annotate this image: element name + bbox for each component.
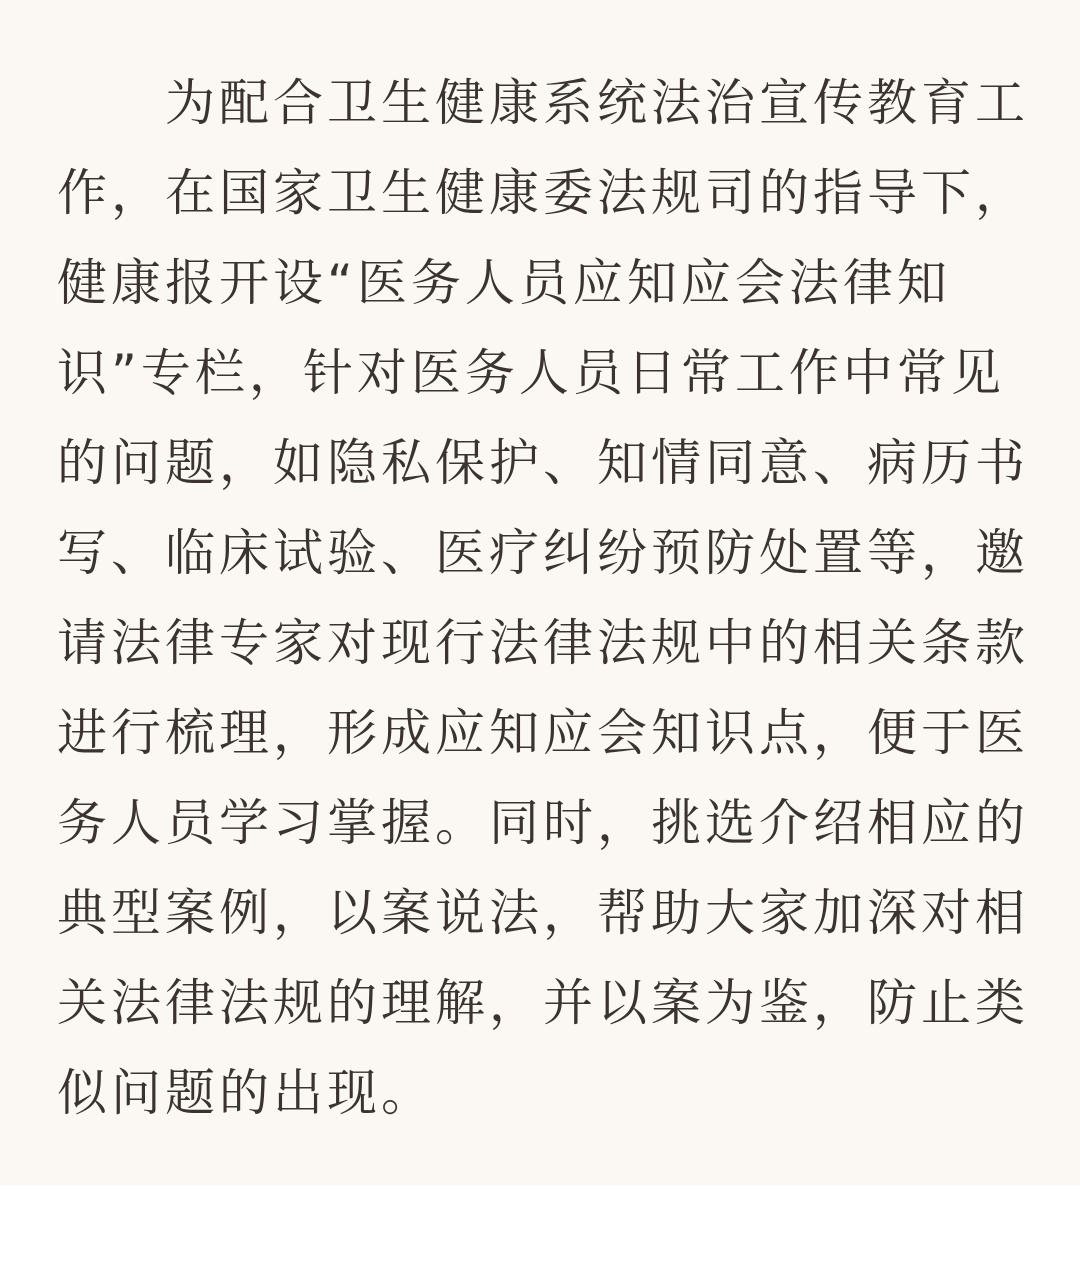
article-paragraph: [57, 58, 1029, 1138]
paragraph-line: 请法律专家对现行法律法规中的相关条款: [57, 614, 1029, 672]
paragraph-line: 典型案例，以案说法，帮助大家加深对相: [57, 884, 1029, 942]
paragraph-line: 作，在国家卫生健康委法规司的指导下，: [57, 164, 1029, 222]
paragraph-line: 识”专栏，针对医务人员日常工作中常见: [57, 344, 1005, 402]
paragraph-line: 健康报开设“医务人员应知应会法律知: [57, 254, 951, 312]
paragraph-line: 的问题，如隐私保护、知情同意、病历书: [57, 434, 1029, 492]
paragraph-line: 写、临床试验、医疗纠纷预防处置等，邀: [57, 524, 1029, 582]
paragraph-line: 进行梳理，形成应知应会知识点，便于医: [57, 704, 1029, 762]
paragraph-line: 为配合卫生健康系统法治宣传教育工: [165, 74, 1029, 132]
bottom-blank-area: [0, 1185, 1080, 1273]
paragraph-line: 似问题的出现。: [57, 1064, 435, 1122]
paragraph-line: 务人员学习掌握。同时，挑选介绍相应的: [57, 794, 1029, 852]
paragraph-line: 关法律法规的理解，并以案为鉴，防止类: [57, 974, 1029, 1032]
